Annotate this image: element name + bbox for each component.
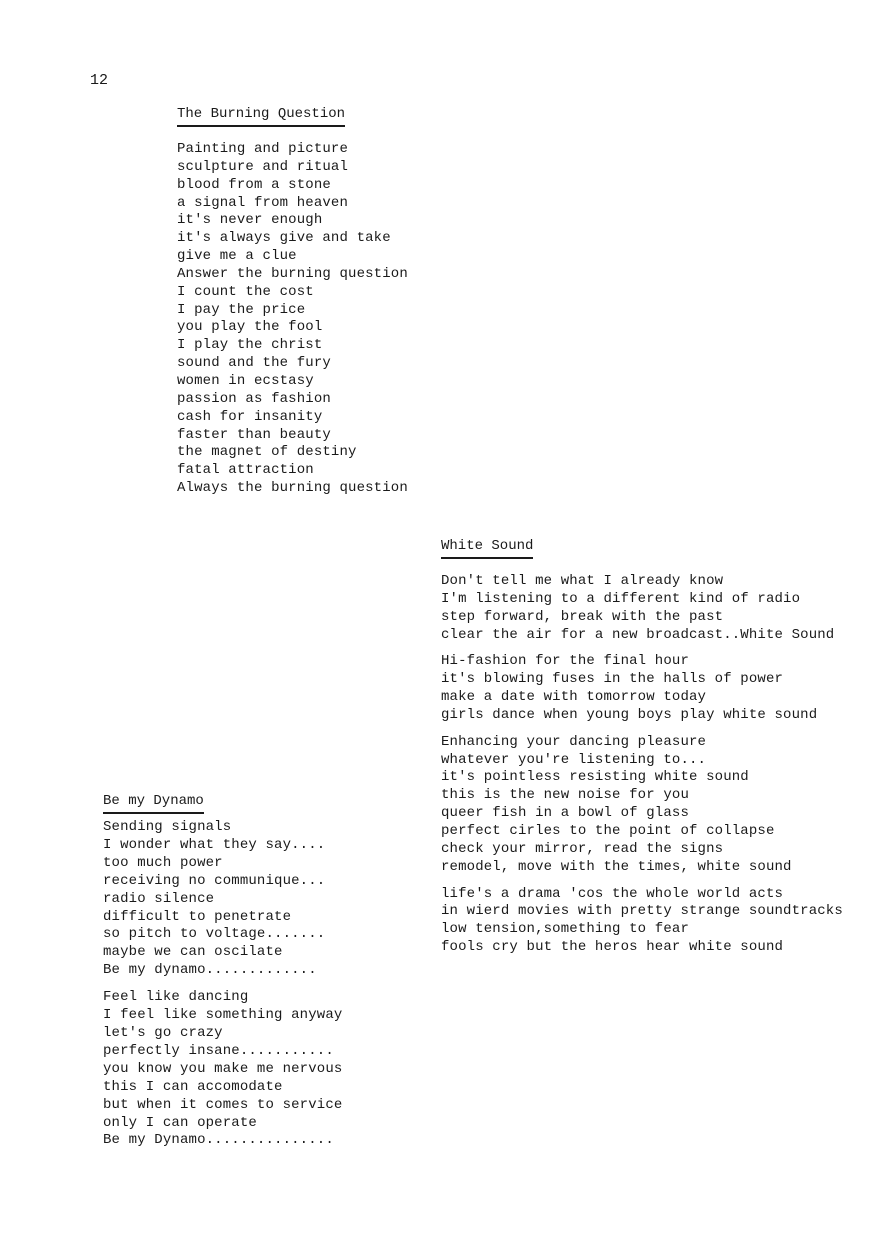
poem-line: I count the cost [177,283,314,300]
stanza [103,819,342,980]
poem-line: Answer the burning question [177,265,408,282]
stanza [441,886,843,957]
poem-line: sculpture and ritual [177,158,349,175]
poem-line: make a date with tomorrow today [441,689,707,706]
poem-line: receiving no communique... [103,872,326,889]
poem-line: remodel, move with the times, white sound [441,858,792,875]
poem-line: a signal from heaven [177,194,349,211]
stanza [441,573,843,644]
poem-line: this is the new noise for you [441,787,689,804]
poem-line: it's always give and take [177,230,391,247]
poem-title: White Sound [441,538,534,554]
poem-line: low tension,something to fear [441,921,689,938]
poem-line: check your mirror, read the signs [441,840,724,857]
poem-line: Feel like dancing [103,989,249,1006]
poem-line: queer fish in a bowl of glass [441,805,689,822]
poem-line: fatal attraction [177,462,314,479]
poem-line: faster than beauty [177,426,331,443]
poem-line: life's a drama 'cos the whole world acts [441,885,784,902]
poem-line: perfect cirles to the point of collapse [441,822,775,839]
poem-line: Hi-fashion for the final hour [441,653,689,670]
poem-line: whatever you're listening to... [441,751,707,768]
poem-line: the magnet of destiny [177,444,357,461]
poem-line: I play the christ [177,337,323,354]
poem-line: blood from a stone [177,176,331,193]
poem-line: it's pointless resisting white sound [441,769,749,786]
poem-line: Be my dynamo............. [103,962,317,979]
stanza [103,989,342,1150]
poem-line: women in ecstasy [177,372,314,389]
poem-line: sound and the fury [177,355,331,372]
poem-line: this I can accomodate [103,1078,283,1095]
poem-line: perfectly insane........... [103,1042,334,1059]
poem-line: clear the air for a new broadcast..White Sound [441,626,835,643]
poem-white-sound [441,536,843,957]
poem-stanzas [103,819,342,1150]
poem-line: let's go crazy [103,1024,223,1041]
poem-line: only I can operate [103,1114,257,1131]
poem-line: I wonder what they say.... [103,836,326,853]
poem-line: I'm listening to a different kind of radio [441,590,801,607]
poem-title: The Burning Question [177,106,346,122]
poem-line: Enhancing your dancing pleasure [441,733,707,750]
poem-line: in wierd movies with pretty strange soundtracks [441,903,843,920]
poem-line: Sending signals [103,819,232,835]
poem-line: it's blowing fuses in the halls of power [441,671,784,688]
poem-burning-question [177,104,408,498]
poem-lines [177,141,408,498]
poem-be-my-dynamo [103,791,342,1150]
poem-line: you know you make me nervous [103,1060,343,1077]
page-number: 12 [90,72,109,89]
poem-line: Don't tell me what I already know [441,573,724,589]
stanza [441,734,843,877]
poem-line: so pitch to voltage....... [103,926,326,943]
poem-line: fools cry but the heros hear white sound [441,939,784,956]
poem-line: Painting and picture [177,141,349,157]
poem-line: step forward, break with the past [441,608,724,625]
poem-line: girls dance when young boys play white sound [441,706,818,723]
poem-title: Be my Dynamo [103,793,204,809]
poem-line: maybe we can oscilate [103,944,283,961]
poem-line: Always the burning question [177,480,408,497]
poem-line: you play the fool [177,319,323,336]
stanza [441,653,843,724]
poem-line: I feel like something anyway [103,1007,343,1024]
poem-line: I pay the price [177,301,306,318]
poem-line: Be my Dynamo............... [103,1132,334,1149]
poem-stanzas [441,573,843,957]
poem-line: difficult to penetrate [103,908,292,925]
poem-line: passion as fashion [177,390,331,407]
poem-line: radio silence [103,890,215,907]
poem-line: it's never enough [177,212,323,229]
poem-line: give me a clue [177,248,297,265]
poem-line: but when it comes to service [103,1096,343,1113]
poem-line: cash for insanity [177,408,323,425]
poem-line: too much power [103,854,223,871]
